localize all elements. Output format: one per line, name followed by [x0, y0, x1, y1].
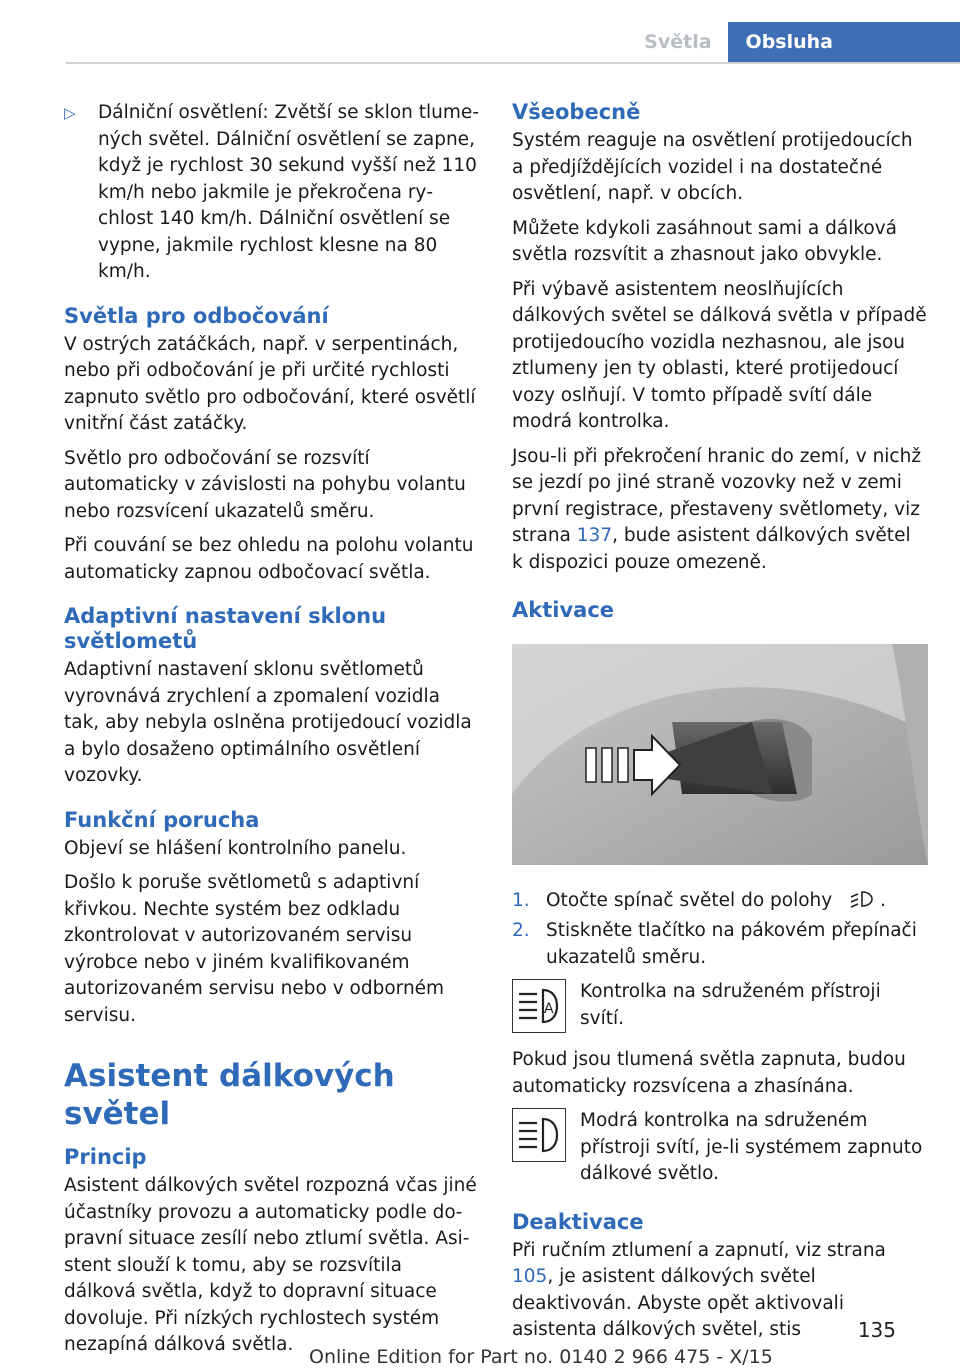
bullet-item: [64, 100, 479, 286]
indicator-row: Modrá kontrolka na sdruženém přístroji svítí, je-li systémem zapnuto dálkové světlo.: [512, 1108, 927, 1188]
paragraph: Objeví se hlášení kontrolního panelu.: [64, 837, 407, 859]
section-label: Světla: [644, 31, 712, 53]
general-heading: Všeobecně: [512, 100, 641, 124]
paragraph: Při ručním ztlumení a zapnutí, viz strana 105, je asistent dálkových světel deaktivován. Abyste opět aktivovali asistenta dálkových světel, stis: [512, 1239, 886, 1340]
main-heading: Asistent dálkových světel: [64, 1058, 395, 1132]
high-beam-assist-indicator-icon: [512, 979, 566, 1033]
step-2: 2. Stiskněte tlačítko na pákovém přepínači ukazatelů směru.: [512, 920, 917, 968]
left-column: [64, 100, 479, 1367]
paragraph: Můžete kdykoli zasáhnout sami a dálková světla rozsvítit a zhasnout jako obvykle.: [512, 217, 897, 265]
chapter-tab: Obsluha: [728, 22, 960, 62]
edition-note: Online Edition for Part no. 0140 2 966 475 - X/15: [309, 1346, 773, 1368]
header-rule: [66, 62, 960, 64]
triangle-bullet-icon: ▷: [64, 104, 76, 122]
turn-lights-heading: Světla pro odbočování: [64, 303, 329, 328]
paragraph: Pokud jsou tlumená světla zapnuta, budou automaticky rozsvícena a zhasínána.: [512, 1049, 906, 1097]
paragraph: Světlo pro odbočování se rozsvítí automaticky v závislosti na pohybu volantu nebo rozsvícení ukazatelů směru.: [64, 447, 466, 522]
indicator-row: A Kontrolka na sdruženém přístroji svítí.: [512, 979, 927, 1033]
page-header: [628, 22, 960, 62]
high-beam-indicator-icon: [512, 1108, 566, 1162]
deactivation-heading: Deaktivace: [512, 1209, 644, 1234]
principle-heading: Princip: [64, 1145, 147, 1169]
low-beam-icon: [842, 889, 876, 909]
adaptive-heading: Adaptivní nastavení sklonu světlometů: [64, 604, 387, 653]
paragraph: Asistent dálkových světel rozpozná včas jiné účastníky provozu a automaticky podle dopravní situace zesílí nebo ztlumí světla. Asistent slouží k tomu, aby se rozsvítila dálková světla, když to dopravní situace dovoluje. Při nízkých rychlostech systém nezapíná dálková světla.: [64, 1175, 477, 1355]
bullet-text: Dálniční osvětlení: Zvětší se sklon tlumených světel. Dálniční osvětlení se zapne, když je rychlost 30 sekund vyšší než 110 km/h nebo jakmile je překročena rychlost 140 km/h. Dálniční osvětlení se vypne, jakmile rychlost klesne na 80 km/h.: [98, 102, 479, 282]
paragraph: Došlo k poruše světlometů s adaptivní křivkou. Nechte systém bez odkladu zkontrolovat v autorizovaném servisu výrobce nebo v jiném kvalifikovaném autorizovaném servisu nebo v odborném servisu.: [64, 872, 445, 1026]
fault-heading: Funkční porucha: [64, 807, 260, 832]
page-link-137[interactable]: 137: [576, 525, 613, 546]
right-column: [512, 100, 927, 1352]
paragraph: Adaptivní nastavení sklonu světlometů vyrovnává zrychlení a zpomalení vozidla tak, aby nebyla oslněna protijedoucí vozidla a bylo dosaženo optimálního osvětlení vozovky.: [64, 659, 472, 786]
stalk-photo: [512, 644, 928, 865]
page-number: 135: [857, 1318, 896, 1342]
paragraph: V ostrých zatáčkách, např. v serpentinách, nebo při odbočování je při určité rychlosti zapnuto světlo pro odbočování, které osvětlí vnitřní část zatáčky.: [64, 333, 476, 434]
step-1: 1. Otočte spínač světel do polohy .: [512, 889, 886, 911]
paragraph: Jsou-li při překročení hranic do zemí, v nichž se jezdí po jiné straně vozovky než v zemi první registrace, přestaveny světlomety, viz strana 137, bude asistent dálkových světel k dispozici pouze omezeně.: [512, 445, 922, 573]
activation-heading: Aktivace: [512, 598, 615, 622]
page-link-105[interactable]: 105: [512, 1266, 548, 1287]
paragraph: Při couvání se bez ohledu na polohu volantu automaticky zapnou odbočovací světla.: [64, 535, 474, 583]
svg-text:A: A: [544, 1001, 554, 1017]
paragraph: Systém reaguje na osvětlení protijedoucích a předjíždějících vozidel i na dostatečné osvětlení, např. v obcích.: [512, 130, 913, 204]
paragraph: Při výbavě asistentem neoslňujících dálkových světel se dálková světla v případě protijedoucího vozidla nezhasnou, ale jsou ztlumeny jen ty oblasti, které protijedoucí vozy oslňují. V tomto případě svítí dále modrá kontrolka.: [512, 278, 927, 432]
